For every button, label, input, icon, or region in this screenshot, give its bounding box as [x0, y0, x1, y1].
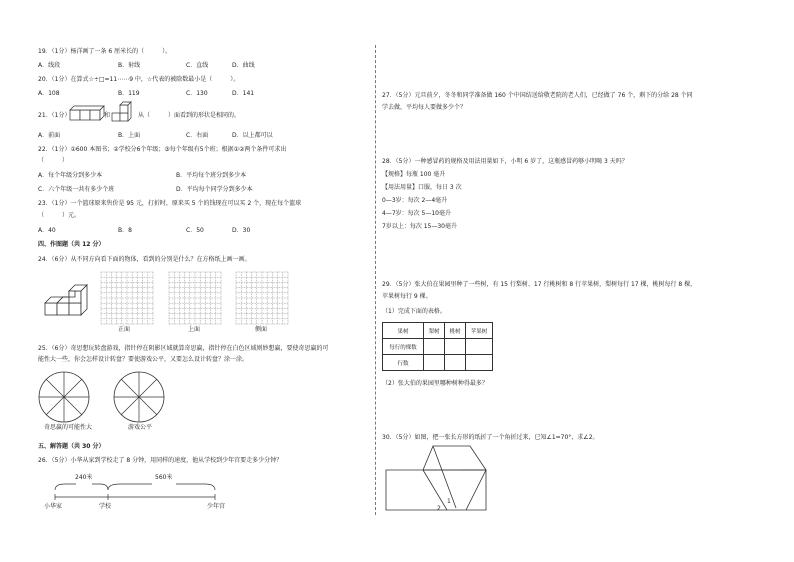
q28-line1: 28．（5分）一种感冒药的规格及用法用量如下，小明 6 岁了，这瓶感冒药够小明喝 3 天吗？	[382, 158, 628, 165]
q21-stem-and: 和	[104, 112, 111, 119]
q22-option-b: B．平均每个班分到多少本	[176, 172, 247, 179]
q21-option-b: B．上面	[118, 132, 141, 139]
q26-seg2-label: 560米	[155, 474, 173, 481]
q21-stem-suffix: 从（ ）面看到的形状是相同的。	[138, 112, 241, 119]
q29-sub2: （2）张大伯的果园里哪种树种得最多？	[382, 380, 488, 387]
q23-option-a: A．40	[38, 227, 56, 234]
q24-grid-side[interactable]	[236, 272, 288, 324]
q30-rect-edges	[386, 470, 447, 510]
q21-option-d: D．以上都可以	[232, 132, 273, 139]
q24-stem: 24．（6分）从不同方向看下面的物体，看到的分别是什么？在方格纸上画一画。	[38, 256, 251, 263]
q19-option-a: A．线段	[38, 62, 61, 69]
q29-header-peach: 桃树	[445, 323, 466, 339]
section-5-heading: 五、解答题（共 30 分）	[38, 443, 105, 450]
q25-spinner-likely[interactable]	[39, 372, 89, 422]
q22-option-a: A．每个年级分到多少本	[38, 172, 103, 179]
q26-brace-1	[55, 484, 108, 490]
q21-option-c: C．右面	[186, 132, 209, 139]
q25-line1: 25．（6分）奇思想玩转盘游戏，指针停在阴影区域就算奇思赢，指针停在白色区域则妙想赢，要使奇思赢的可	[38, 345, 329, 352]
q20-option-d: D．141	[232, 90, 255, 97]
q23-stem-line2: （ ）元。	[38, 212, 81, 219]
q29-line1: 29．（5分）张大伯在果园里种了一些树，有 15 行梨树、17 行桃树和 8 行苹果树，梨树每行 17 棵，桃树每行 8 棵，	[382, 281, 697, 288]
q30-rect-edges-right	[462, 470, 486, 510]
q28-dose3: 7岁以上：每次 15—30毫升	[382, 223, 457, 230]
q19-option-d: D．曲线	[232, 62, 255, 69]
q26-place-palace: 少年宫	[207, 503, 226, 510]
q22-stem-line2: （ ）	[38, 157, 69, 164]
q27-line2: 学去做，平均每人要做多少个？	[382, 104, 467, 111]
q28-usage: 【用法用量】口服，每日 3 次	[382, 184, 462, 191]
q28-dose1: 0—3岁：每次 2—4毫升	[382, 197, 448, 204]
q24-label-side: 侧面	[255, 326, 268, 333]
q19-option-c: C．直线	[186, 62, 209, 69]
q25-label-likely: 奇思赢的可能性大	[44, 424, 93, 431]
q20-option-a: A．108	[38, 90, 60, 97]
q26-distance-diagram	[55, 484, 215, 500]
q21-option-a: A．前面	[38, 132, 61, 139]
q24-grid-front[interactable]	[101, 272, 153, 324]
q30-angle1-label: 1	[447, 498, 451, 505]
section-4-heading: 四、作图题（共 12 分）	[38, 241, 105, 248]
q23-option-b: B．8	[118, 227, 132, 234]
q25-label-fair: 游戏公平	[128, 424, 153, 431]
q29-header-apple: 苹果树	[466, 323, 493, 339]
q24-label-top: 上面	[188, 326, 201, 333]
q24-grid-top[interactable]	[169, 272, 221, 324]
q26-brace-2	[108, 484, 215, 490]
q23-option-d: D．30	[232, 227, 251, 234]
q28-dose2: 4—7岁：每次 5—10毫升	[382, 210, 451, 217]
q20-stem: 20．（1分）在算式☆÷□=11⋯⋯9 中，☆代表的被除数最小是（ ）。	[38, 76, 240, 83]
q30-angle2-label: 2	[437, 505, 441, 512]
q19-option-b: B．射线	[118, 62, 141, 69]
q23-stem-line1: 23．（1分）一个篮球原来售价是 95 元，打折时，原来买 5 个的钱现在可以买 2 个，现在每个篮球	[38, 200, 302, 207]
q29-row-per-line: 每行的棵数	[383, 339, 424, 355]
q23-option-c: C．50	[186, 227, 204, 234]
q19-stem: 19．（1分）杨洋画了一条 6 厘米长的（ ）。	[38, 48, 172, 55]
q27-line1: 27．（5分）元旦前夕，冬冬和同学准备做 160 个中国结送给敬老院的老人们，已经做了 76 个，剩下的分给 28 个同	[382, 92, 693, 99]
q25-line2: 能性大一些，你会怎样设计转盘？要使游戏公平，又要怎么设计转盘？涂一涂。	[38, 356, 249, 363]
q29-row-lines: 行数	[383, 355, 424, 371]
q26-place-school: 学校	[99, 503, 112, 510]
q21-stem-prefix: 21．（1分）	[38, 112, 71, 119]
q25-spinner-fair[interactable]	[114, 372, 164, 422]
q21-cube-figure-1	[70, 106, 104, 120]
q30-top-band	[423, 446, 486, 470]
q29-header-pear: 梨树	[424, 323, 445, 339]
q29-sub1: （1）完成下面的表格。	[382, 308, 446, 315]
q24-label-front: 正面	[118, 326, 131, 333]
q22-option-c: C．六个年级一共有多少个班	[38, 186, 115, 193]
q22-option-d: D．平均每个同学分到多少本	[176, 186, 253, 193]
q26-stem: 26．（5分）小华从家到学校走了 8 分钟，用同样的速度，他从学校到少年宫要走多少分钟？	[38, 457, 283, 464]
q20-option-b: B．119	[118, 90, 140, 97]
q21-cube-figure-2	[112, 102, 131, 121]
q22-stem-line1: 22．（1分）①600 本图书；②学校分6个年级；③每个年级有5个班；根据①②两个条件可求出	[38, 146, 287, 153]
q30-folded-rectangle	[386, 446, 486, 510]
q26-place-home: 小华家	[44, 503, 63, 510]
q29-line2: 苹果树每行 9 棵。	[382, 293, 432, 300]
q20-option-c: C．130	[186, 90, 208, 97]
q30-stem: 30．（5分）如图，把一张长方形的纸折了一个角折过来，已知∠1=70°，求∠2。	[382, 434, 599, 441]
q29-header-tree: 果树	[383, 323, 424, 339]
q24-cube-solid	[45, 285, 87, 315]
q28-spec: 【规格】每瓶 100 毫升	[382, 171, 446, 178]
q30-fold-line	[433, 446, 456, 508]
q26-seg1-label: 240米	[75, 474, 93, 481]
